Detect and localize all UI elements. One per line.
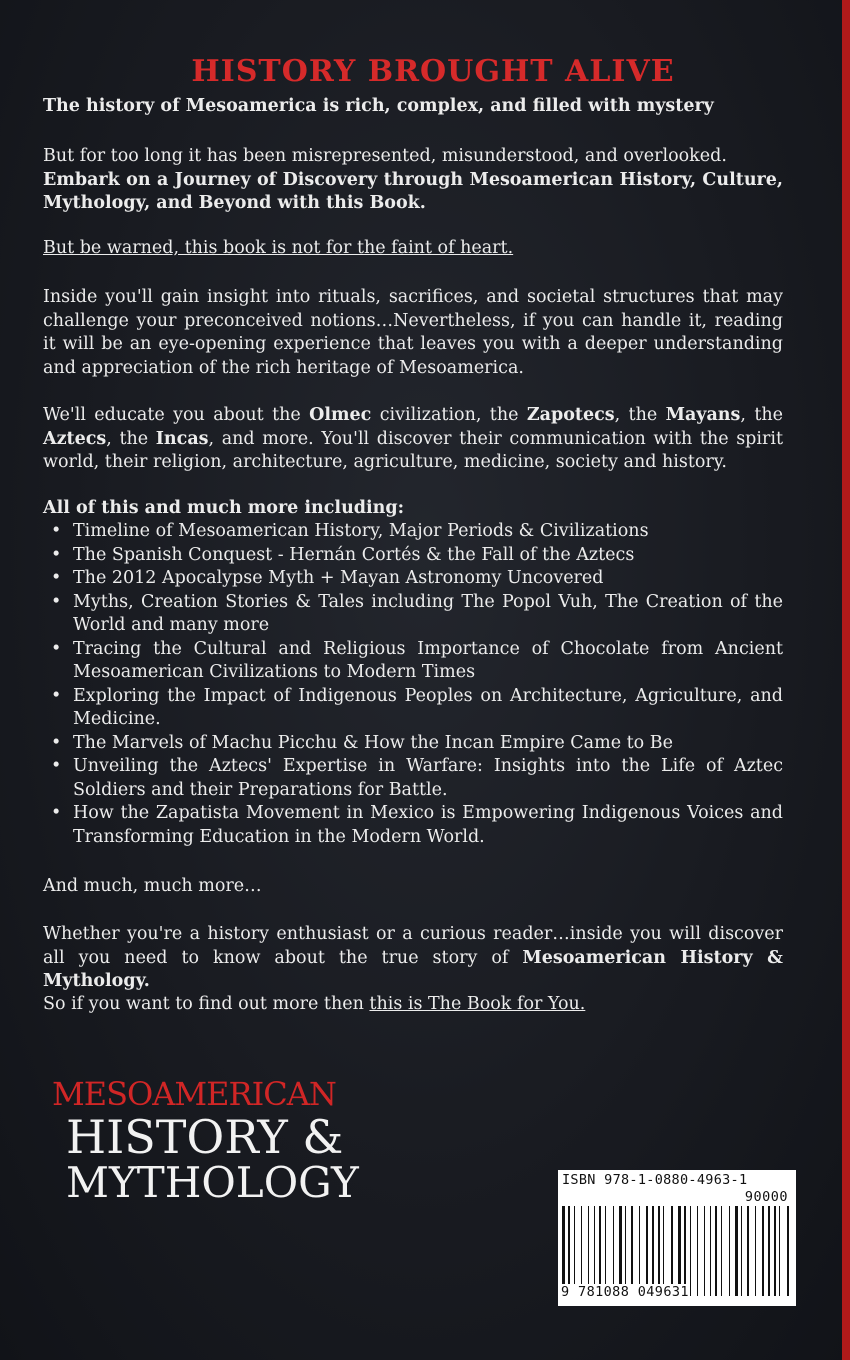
list-item: • How the Zapatista Movement in Mexico is Empowering Indigenous Voices and Transforming Education in the Modern World. bbox=[43, 802, 783, 849]
zapotecs-label: Zapotecs bbox=[526, 405, 615, 425]
feature-list bbox=[43, 520, 783, 849]
barcode-bar bbox=[755, 1206, 756, 1296]
barcode-bar bbox=[562, 1206, 565, 1296]
civ-text-5: , the bbox=[106, 428, 156, 449]
misrepresented-text: But for too long it has been misrepresented, misunderstood, and overlooked. bbox=[43, 146, 727, 166]
book-title-mention: Mesoamerican History & Mythology. bbox=[43, 947, 783, 991]
barcode-bar bbox=[605, 1206, 606, 1296]
barcode-digits: 9 781088 049631 bbox=[561, 1284, 689, 1300]
barcode-bar bbox=[671, 1206, 673, 1296]
spine-edge bbox=[842, 0, 850, 1360]
barcode-bar bbox=[779, 1206, 780, 1296]
logo-line-mesoamerican: MESOAMERICAN bbox=[52, 1075, 336, 1113]
warning-line: But be warned, this book is not for the faint of heart. bbox=[43, 238, 514, 258]
barcode-bars bbox=[562, 1206, 794, 1296]
barcode-bar bbox=[690, 1206, 691, 1296]
much-more-line: And much, much more… bbox=[43, 876, 262, 896]
barcode-bar bbox=[625, 1206, 626, 1296]
barcode-bar bbox=[715, 1206, 717, 1296]
list-item: • The Marvels of Machu Picchu & How the Incan Empire Came to Be bbox=[43, 732, 783, 756]
barcode-bar bbox=[729, 1206, 730, 1296]
barcode-bar bbox=[697, 1206, 698, 1296]
list-item: • Timeline of Mesoamerican History, Major Periods & Civilizations bbox=[43, 520, 783, 544]
barcode-bar bbox=[747, 1206, 749, 1296]
list-heading: All of this and much more including: bbox=[43, 498, 405, 518]
isbn-number: ISBN 978-1-0880-4963-1 bbox=[562, 1172, 748, 1188]
aztecs-label: Aztecs bbox=[43, 428, 107, 449]
barcode-bar bbox=[639, 1206, 640, 1296]
isbn-barcode bbox=[558, 1170, 796, 1306]
list-item: • The 2012 Apocalypse Myth + Mayan Astronomy Uncovered bbox=[43, 567, 783, 591]
barcode-bar bbox=[574, 1206, 575, 1296]
civ-text-1: We'll educate you about the bbox=[43, 405, 310, 425]
enthusiast-text: Whether you're a history enthusiast or a curious reader…inside you will discover all you need to know about the true story of bbox=[43, 924, 783, 968]
logo-line-history: HISTORY & bbox=[66, 1110, 344, 1164]
barcode-bar bbox=[568, 1206, 570, 1296]
barcode-bar bbox=[768, 1206, 770, 1296]
barcode-bar bbox=[646, 1206, 648, 1296]
barcode-bar bbox=[678, 1206, 681, 1296]
barcode-bar bbox=[774, 1206, 776, 1296]
headline: HISTORY BROUGHT ALIVE bbox=[191, 54, 675, 89]
closing-text: So if you want to find out more then bbox=[43, 994, 370, 1014]
barcode-bar bbox=[741, 1206, 742, 1296]
mayans-label: Mayans bbox=[665, 405, 741, 425]
civ-text-3: , the bbox=[614, 405, 666, 425]
barcode-bar bbox=[652, 1206, 654, 1296]
paragraph-inside: Inside you'll gain insight into rituals, sacrifices, and societal structures that may challenge your preconceived notions…Nevertheless, if you can handle it, reading it will be an eye-opening experience that leaves you with a deeper understanding and appreciation of the rich heritage of Mesoamerica. bbox=[43, 287, 783, 378]
price-code: 90000 bbox=[744, 1189, 788, 1205]
closing-underlined: this is The Book for You. bbox=[369, 994, 586, 1014]
intro-line: The history of Mesoamerica is rich, complex, and filled with mystery bbox=[43, 96, 714, 116]
barcode-bar bbox=[594, 1206, 595, 1296]
barcode-bar bbox=[658, 1206, 660, 1296]
barcode-bar bbox=[704, 1206, 705, 1296]
list-item: • Myths, Creation Stories & Tales including The Popol Vuh, The Creation of the World and many more bbox=[43, 591, 783, 638]
barcode-bar bbox=[631, 1206, 633, 1296]
barcode-bar bbox=[581, 1206, 582, 1296]
civ-text-6: , and more. You'll discover their communication with the spirit world, their religion, architecture, agriculture, medicine, society and history. bbox=[43, 428, 783, 472]
barcode-bar bbox=[762, 1206, 764, 1296]
civ-text-4: , the bbox=[740, 405, 783, 425]
list-item: • Unveiling the Aztecs' Expertise in Warfare: Insights into the Life of Aztec Soldiers and their Preparations for Battle. bbox=[43, 755, 783, 802]
title-logo bbox=[52, 1075, 359, 1207]
paragraph-misrepresented bbox=[43, 145, 783, 216]
civ-text-2: civilization, the bbox=[371, 405, 527, 425]
barcode-bar bbox=[663, 1206, 664, 1296]
logo-line-mythology: MYTHOLOGY bbox=[66, 1158, 359, 1207]
barcode-bar bbox=[588, 1206, 589, 1296]
barcode-bar bbox=[619, 1206, 622, 1296]
barcode-bar bbox=[735, 1206, 738, 1296]
embark-text: Embark on a Journey of Discovery through Mesoamerican History, Culture, Mythology, and Beyond with this Book. bbox=[43, 169, 783, 213]
list-item: • Exploring the Impact of Indigenous Peoples on Architecture, Agriculture, and Medicine. bbox=[43, 685, 783, 732]
list-item: • The Spanish Conquest - Hernán Cortés & the Fall of the Aztecs bbox=[43, 544, 783, 568]
barcode-bar bbox=[721, 1206, 722, 1296]
paragraph-enthusiast bbox=[43, 923, 783, 994]
barcode-bar bbox=[599, 1206, 601, 1296]
barcode-bar bbox=[787, 1206, 789, 1296]
paragraph-civilizations bbox=[43, 404, 783, 475]
barcode-bar bbox=[613, 1206, 614, 1296]
list-item: • Tracing the Cultural and Religious Importance of Chocolate from Ancient Mesoamerican Civilizations to Modern Times bbox=[43, 638, 783, 685]
barcode-bar bbox=[684, 1206, 686, 1296]
olmec-label: Olmec bbox=[309, 405, 372, 425]
barcode-bar bbox=[710, 1206, 711, 1296]
closing-line bbox=[43, 993, 783, 1017]
incas-label: Incas bbox=[155, 428, 209, 449]
